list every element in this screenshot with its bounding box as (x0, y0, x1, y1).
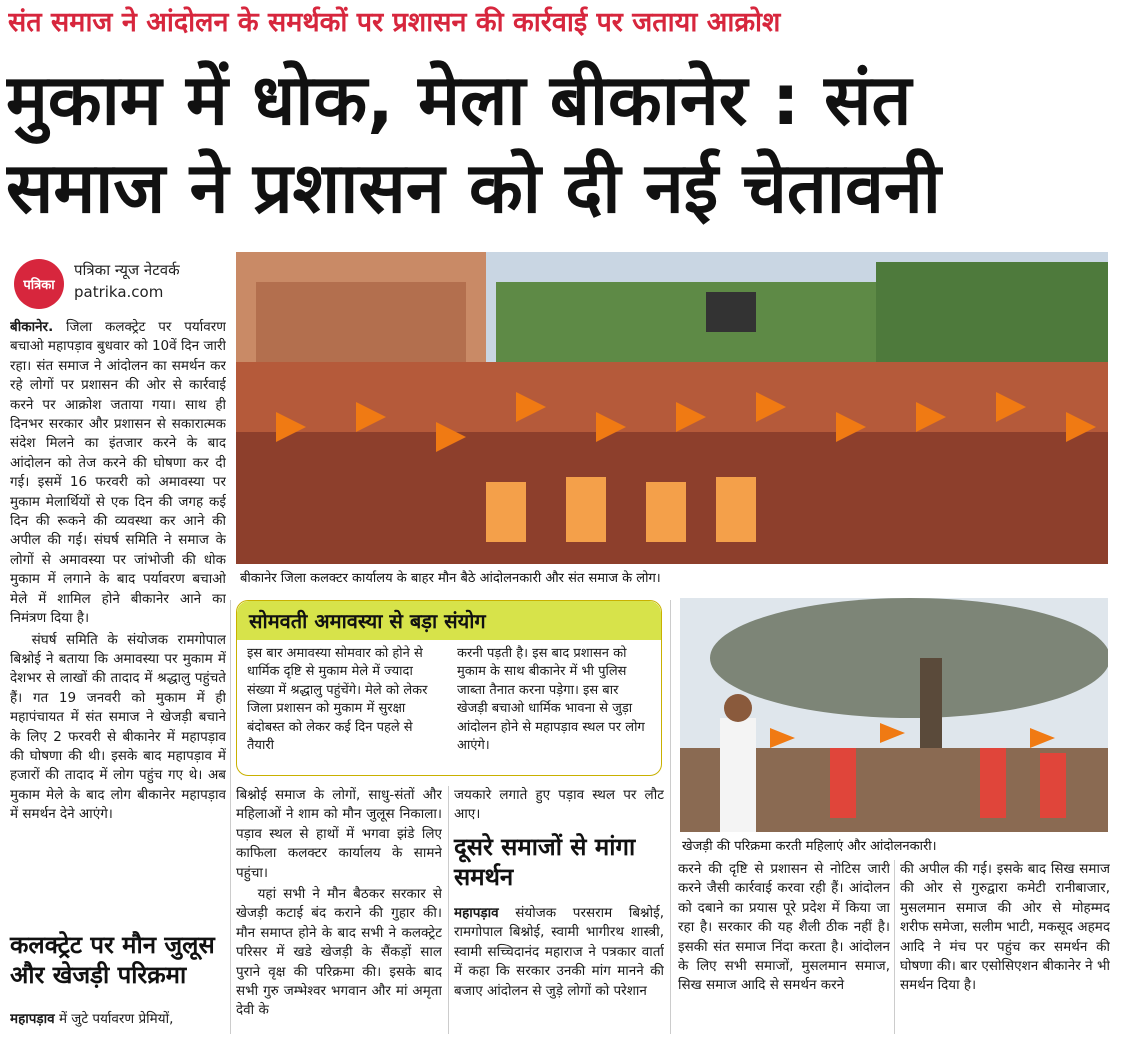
subhead-other-communities: दूसरे समाजों से मांगा समर्थन (454, 833, 636, 891)
info-box (236, 600, 662, 776)
subhead-silent-march: कलक्ट्रेट पर मौन जुलूस और खेजड़ी परिक्रमा (10, 931, 215, 989)
column-divider (230, 600, 231, 1034)
info-box-title: सोमवती अमावस्या से बड़ा संयोग (237, 601, 661, 640)
article-column-4: करने की दृष्टि से प्रशासन से नोटिस जारी करने जैसी कार्रवाई करवा रही हैं। आंदोलन को दबाने का प्रयास पूरे प्रदेश में किया जा रहा है। सरकार की यह शैली ठीक नहीं है। इसकी संत समाज निंदा करता है। आंदोलन के लिए सभी समाजों, मुसलमान समाज, सिख समाज आदि से समर्थन करने (678, 861, 890, 994)
photo-crowd-protest (236, 252, 1108, 564)
headline-line-2: समाज ने प्रशासन को दी नई चेतावनी (6, 147, 941, 229)
crowd-photo-illustration (236, 252, 1108, 564)
column-divider (448, 786, 449, 1034)
col3-paragraph-2: संयोजक परसराम बिश्नोई, रामगोपाल बिश्नोई, स्वामी भागीरथ शास्त्री, स्वामी सच्चिदानंद महाराज ने पत्रकार वार्ता में कहा कि सरकार उनकी मांग मानने की बजाए आंदोलन से जुड़े लोगों को परेशान (454, 905, 664, 999)
kicker-headline: संत समाज ने आंदोलन के समर्थकों पर प्रशासन की कार्रवाई पर जताया आक्रोश (8, 7, 781, 38)
col2-paragraph-1: बिश्नोई समाज के लोगों, साधु-संतों और महिलाओं ने शाम को मौन जुलूस निकाला। पड़ाव स्थल से हाथों में भगवा झंडे लिए काफिला कलक्टर कार्यालय के सामने पहुंचा। (236, 787, 442, 881)
article-column-5: की अपील की गई। इसके बाद सिख समाज की ओर से गुरुद्वारा कमेटी रानीबाजार, मुसलमान समाज की ओर से मोहम्मद शरीफ समेजा, सलीम भाटी, मकसूद अहमद आदि ने मंच पर पहुंच कर समर्थन की घोषणा की। बार एसोसिएशन बीकानेर ने भी समर्थन दिया है। (900, 861, 1110, 994)
info-box-left-text: इस बार अमावस्या सोमवार को होने से धार्मिक दृष्टि से मुकाम मेले में ज्यादा संख्या में श्रद्धालु पहुंचेंगे। मेले को लेकर जिला प्रशासन को मुकाम में सुरक्षा बंदोबस्त को लेकर कई दिन पहले से तैयारी (247, 646, 428, 754)
photo-khejri-parikrama (680, 598, 1108, 832)
photo1-caption: बीकानेर जिला कलक्टर कार्यालय के बाहर मौन बैठे आंदोलनकारी और संत समाज के लोग। (240, 571, 661, 586)
col1-paragraph-1: जिला कलक्ट्रेट पर पर्यावरण बचाओ महापड़ाव बुधवार को 10वें दिन जारी रहा। संत समाज ने आंदोलन का समर्थन कर रहे लोगों पर प्रशासन की ओर से कार्रवाई करने पर आक्रोश जताया गया। साथ ही दिनभर सरकार और प्रशासन से सकारात्मक संदेश मिलने का इंतजार करने के बाद आंदोलन को तेज करने की घोषणा कर दी गई। इसमें 16 फरवरी को अमावस्या पर मुकाम मेलार्थियों से एक दिन की जगह कई दिन की रूकने की व्यवस्था कर आने की अपील की गई। संघर्ष समिति ने समाज के लोगों से अमावस्या पर जांभोजी की धोक मुकाम में लगाने के बाद पर्यावरण बचाओ मेले में शामिल होने बीकानेर आने का निमंत्रण दिया है। (10, 319, 226, 627)
col1-paragraph-3: में जुटे पर्यावरण प्रेमियों, (58, 1011, 174, 1027)
column-divider (670, 600, 671, 1034)
patrika-logo: पत्रिका (14, 259, 64, 309)
photo2-caption: खेजड़ी की परिक्रमा करती महिलाएं और आंदोलनकारी। (682, 839, 937, 854)
col1-paragraph-2: संघर्ष समिति के संयोजक रामगोपाल बिश्नोई ने बताया कि अमावस्या पर मुकाम में देशभर से लाखों की तादाद में श्रद्धालु पहुंचते हैं। गत 19 जनवरी को मुकाम में ही महापंचायत में संत समाज ने खेजड़ी बचाने के लिए 2 फरवरी से बीकानेर में महापड़ाव की घोषणा की थी। इसके बाद महापड़ाव में हजारों की तादाद में लोग पहुंच गए थे। अब मुकाम मेले के बाद लोग बीकानेर महापड़ाव में समर्थन देने आएंगे। (10, 631, 226, 823)
main-headline (6, 56, 1116, 232)
article-column-1 (10, 318, 226, 922)
info-box-right-text: करनी पड़ती है। इस बाद प्रशासन को मुकाम के साथ बीकानेर में भी पुलिस जाब्ता तैनात करना पड़ेगा। इस बार खेजड़ी बचाओ धार्मिक भावना से जुड़ा आंदोलन होने से महापड़ाव स्थल पर लोग आएंगे। (457, 646, 645, 754)
col2-paragraph-2: यहां सभी ने मौन बैठकर सरकार से खेजड़ी कटाई बंद कराने की गुहार की। मौन समाप्त होने के बाद सभी ने कलक्ट्रेट परिसर में खडे खेजड़ी के सैंकड़ों साल पुराने वृक्ष की परिक्रमा की। इसके बाद सभी गुरु जम्भेश्वर भगवान और मां अमृता देवी के (236, 886, 442, 1019)
byline-site: patrika.com (74, 283, 164, 301)
byline-network: पत्रिका न्यूज नेटवर्क (74, 261, 180, 279)
col1-lead-bold: महापड़ाव (10, 1011, 55, 1027)
tree-photo-illustration (680, 598, 1108, 832)
col3-lead-bold: महापड़ाव (454, 905, 499, 921)
col1-tail (10, 1010, 226, 1034)
article-column-3 (454, 904, 664, 1034)
article-column-2 (236, 786, 442, 1034)
col3-paragraph-1: जयकारे लगाते हुए पड़ाव स्थल पर लौट आए। (454, 787, 664, 823)
dateline: बीकानेर. (10, 319, 54, 335)
headline-line-1: मुकाम में धोक, मेला बीकानेर : संत (6, 59, 912, 141)
column-divider (894, 860, 895, 1034)
